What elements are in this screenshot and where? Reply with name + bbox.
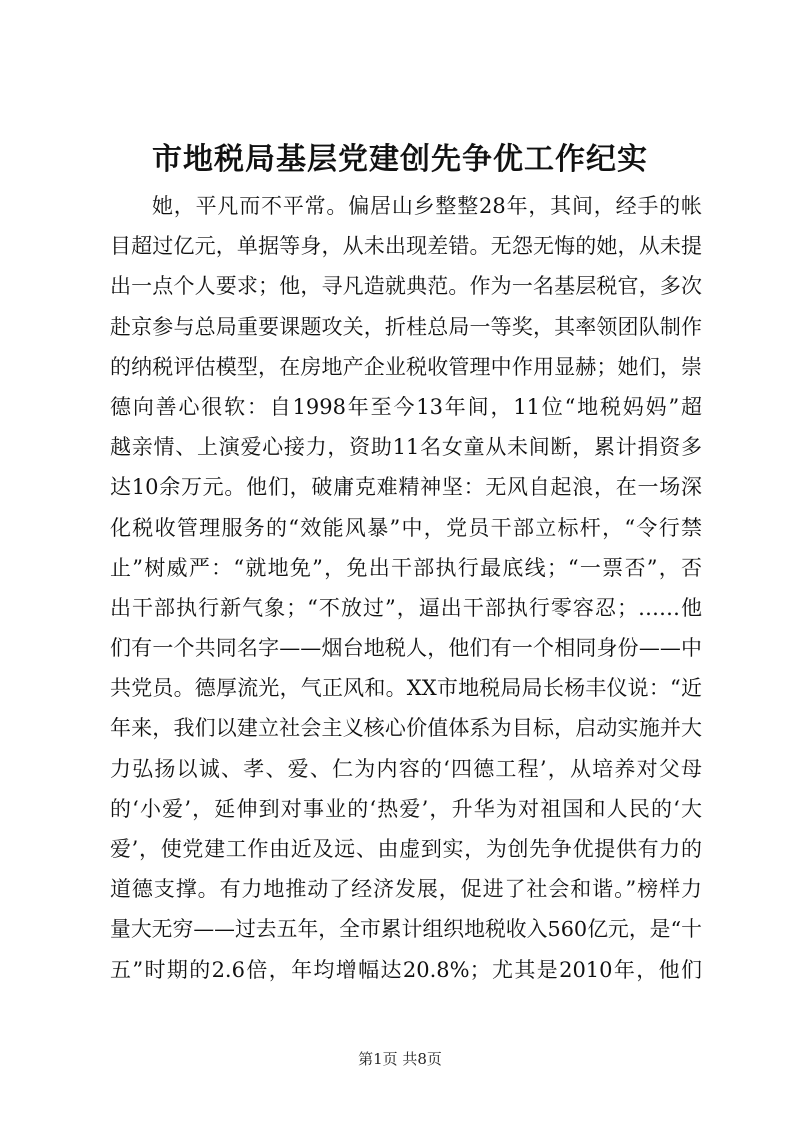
document-title: 市地税局基层党建创先争优工作纪实 (152, 142, 648, 177)
body-line: 德向善心很软：自1998年至今13年间，11位“地税妈妈”超 (110, 394, 702, 419)
body-line: 达10余万元。他们，破庸克难精神坚：无风自起浪，在一场深 (110, 475, 702, 500)
body-line: 量大无穷——过去五年，全市累计组织地税收入560亿元，是“十 (110, 917, 702, 942)
body-line: 她，平凡而不平常。偏居山乡整整28年，其间，经手的帐 (152, 194, 702, 218)
body-line: 止”树威严：“就地免”，免出干部执行最底线；“一票否”，否 (110, 555, 702, 580)
body-line: 们有一个共同名字——烟台地税人，他们有一个相同身份——中 (110, 636, 702, 661)
body-line: 化税收管理服务的“效能风暴”中，党员干部立标杆，“令行禁 (110, 515, 702, 540)
body-line: 目超过亿元，单据等身，从未出现差错。无怨无悔的她，从未提 (110, 234, 702, 259)
body-line: 年来，我们以建立社会主义核心价值体系为目标，启动实施并大 (110, 716, 702, 741)
body-line: 的‘小爱’，延伸到对事业的‘热爱’，升华为对祖国和人民的‘大 (110, 796, 702, 821)
page-number-footer: 第1页 共8页 (358, 1050, 442, 1068)
body-line: 出干部执行新气象；“不放过”，逼出干部执行零容忍；……他 (110, 595, 702, 620)
document-body (110, 186, 702, 990)
body-line: 共党员。德厚流光，气正风和。XX市地税局局长杨丰仪说：“近 (110, 676, 702, 701)
body-line: 越亲情、上演爱心接力，资助11名女童从未间断，累计捐资多 (110, 435, 702, 460)
body-line: 爱’，使党建工作由近及远、由虚到实，为创先争优提供有力的 (110, 837, 702, 861)
body-line: 出一点个人要求；他，寻凡造就典范。作为一名基层税官，多次 (110, 274, 702, 299)
body-line: 五”时期的2.6倍，年均增幅达20.8%；尤其是2010年，他们 (110, 957, 702, 982)
body-line: 赴京参与总局重要课题攻关，折桂总局一等奖，其率领团队制作 (110, 314, 702, 339)
body-line: 的纳税评估模型，在房地产企业税收管理中作用显赫；她们，崇 (110, 354, 702, 379)
body-line: 道德支撑。有力地推动了经济发展，促进了社会和谐。”榜样力 (110, 877, 702, 902)
body-line: 力弘扬以诚、孝、爱、仁为内容的‘四德工程’，从培养对父母 (110, 756, 702, 781)
